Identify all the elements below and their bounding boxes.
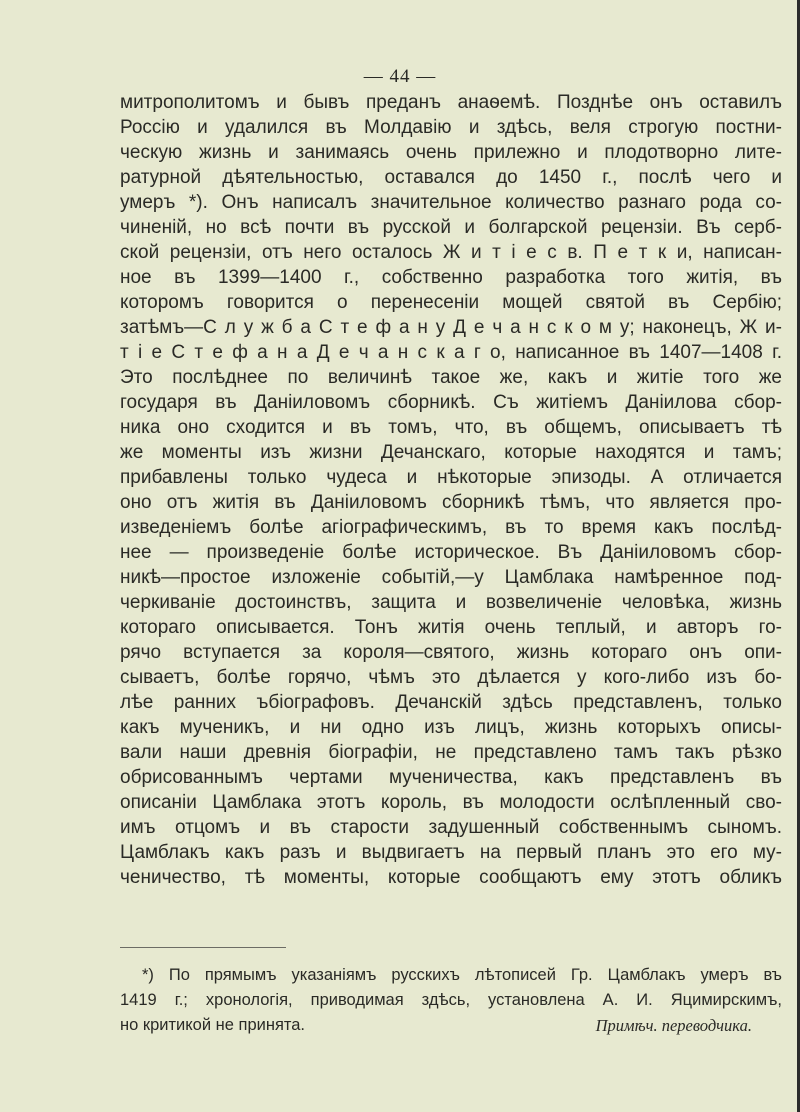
text-line: имъ отцомъ и въ старости задушенный собственнымъ сыномъ. [120,817,782,838]
text-line: же моменты изъ жизни Дечанскаго, которые находятся и тамъ; [120,442,782,463]
footnote-line [120,1013,782,1038]
text-line: изведеніемъ болѣе агіографическимъ, въ то время какъ послѣд- [120,517,782,538]
page-number: — 44 — [363,66,437,87]
text-line: ника оно сходится и въ томъ, что, въ общемъ, описываетъ тѣ [120,417,782,438]
text-line: какъ мученикъ, и ни одно изъ лицъ, жизнь которыхъ описы- [120,717,782,738]
body-text [120,90,782,890]
text-line: ное въ 1399—1400 г., собственно разработка того житія, въ [120,267,782,288]
text-line: вали наши древнія біографіи, не представлено тамъ такъ рѣзко [120,742,782,763]
text-line: ской рецензіи, отъ него осталось Ж и т і е с в. П е т к и, написан- [120,242,782,263]
text-line: которомъ говорится о перенесеніи мощей святой въ Сербію; [120,292,782,313]
text-line: Это послѣднее по величинѣ такое же, какъ и житіе того же [120,367,782,388]
translator-note-signature: Примѣч. переводчика. [595,1016,752,1035]
footnote-separator [120,947,286,948]
text-line: обрисованнымъ чертами мученичества, какъ представленъ въ [120,767,782,788]
text-line: Цамблакъ какъ разъ и выдвигаетъ на первый планъ это его му- [120,842,782,863]
footnote-line-text: но критикой не принята. [120,1016,306,1034]
text-line: черкиваніе достоинствъ, защита и возвеличеніе человѣка, жизнь [120,592,782,613]
text-line: рячо вступается за короля—святого, жизнь котораго онъ опи- [120,642,782,663]
footnote-line: 1419 г.; хронологія, приводимая здѣсь, установлена А. И. Яцимирскимъ, [120,991,782,1009]
text-line: ченичество, тѣ моменты, которые сообщаютъ ему этотъ обликъ [120,867,782,888]
text-line: ратурной дѣятельностью, оставался до 1450 г., послѣ чего и [120,167,782,188]
text-line: оно отъ житія въ Даніиловомъ сборникѣ тѣмъ, что является про- [120,492,782,513]
text-line: никѣ—простое изложеніе событій,—у Цамблака намѣренное под- [120,567,782,588]
text-line: ческую жизнь и занимаясь очень прилежно и плодотворно лите- [120,142,782,163]
text-line: митрополитомъ и бывъ преданъ анаѳемѣ. Позднѣе онъ оставилъ [120,92,782,113]
text-line: прибавлены только чудеса и нѣкоторые эпизоды. А отличается [120,467,782,488]
text-line: лѣе ранних ъбіографовъ. Дечанскій здѣсь представленъ, только [120,692,782,713]
text-line: сываетъ, болѣе горячо, чѣмъ это дѣлается у кого-либо изъ бо- [120,667,782,688]
footnote [120,963,782,1038]
text-line: чиненій, но всѣ почти въ русской и болгарской рецензіи. Въ серб- [120,217,782,238]
text-line: описаніи Цамблака этотъ король, въ молодости ослѣпленный сво- [120,792,782,813]
footnote-line: *) По прямымъ указаніямъ русскихъ лѣтописей Гр. Цамблакъ умеръ въ [142,966,782,984]
text-line: государя въ Даніиловомъ сборникѣ. Съ житіемъ Даніилова сбор- [120,392,782,413]
text-line: нее — произведеніе болѣе историческое. Въ Даніиловомъ сбор- [120,542,782,563]
text-line: затѣмъ—С л у ж б а С т е ф а н у Д е ч а н с к о м у; наконецъ, Ж и- [120,317,782,338]
text-line: котораго описывается. Тонъ житія очень теплый, и авторъ го- [120,617,782,638]
text-line: умеръ *). Онъ написалъ значительное количество разнаго рода со- [120,192,782,213]
text-line: т і е С т е ф а н а Д е ч а н с к а г о, написанное въ 1407—1408 г. [120,342,782,363]
text-line: Россію и удалился въ Молдавію и здѣсь, веля строгую постни- [120,117,782,138]
